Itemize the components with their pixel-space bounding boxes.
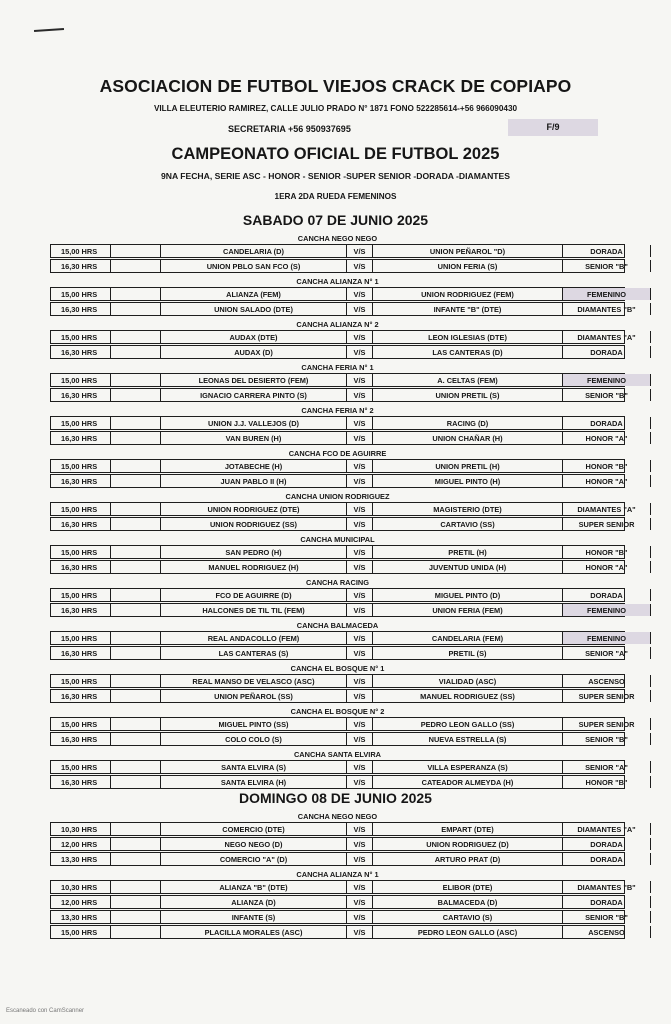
blank-cell [111,776,161,788]
away-team: UNION CHAÑAR (H) [373,432,563,444]
home-team: ALIANZA (FEM) [161,288,347,300]
match-row [50,925,625,939]
match-time: 16,30 HRS [51,432,111,444]
result-cell [651,288,671,300]
match-row [50,603,625,617]
home-team: FCO DE AGUIRRE (D) [161,589,347,601]
versus-label: V/S [347,675,373,687]
result-cell [651,374,671,386]
home-team: JUAN PABLO II (H) [161,475,347,487]
match-time: 15,00 HRS [51,632,111,644]
blank-cell [111,245,161,257]
match-row [50,373,625,387]
category-label: HONOR "A" [563,561,651,573]
versus-label: V/S [347,733,373,745]
match-row [50,560,628,574]
result-cell [651,518,671,530]
match-time: 15,00 HRS [51,245,111,257]
blank-cell [111,589,161,601]
away-team: UNION PRETIL (H) [373,460,563,472]
blank-cell [111,518,161,530]
venue-name: CANCHA EL BOSQUE N° 1 [290,664,385,673]
venue-name: CANCHA FCO DE AGUIRRE [288,449,387,458]
away-team: UNION RODRIGUEZ (FEM) [373,288,563,300]
result-cell [651,561,671,573]
match-row [50,545,628,559]
blank-cell [111,911,161,923]
category-label: HONOR "B" [563,776,651,788]
category-label: SENIOR "A" [563,761,651,773]
venue-name: CANCHA ALIANZA N° 1 [296,277,379,286]
versus-label: V/S [347,288,373,300]
result-cell [651,926,671,938]
match-time: 13,30 HRS [51,911,111,923]
match-time: 16,30 HRS [51,475,111,487]
blank-cell [111,260,161,272]
versus-label: V/S [347,432,373,444]
home-team: UNION J.J. VALLEJOS (D) [161,417,347,429]
versus-label: V/S [347,460,373,472]
versus-label: V/S [347,417,373,429]
away-team: A. CELTAS (FEM) [373,374,563,386]
away-team: PEDRO LEON GALLO (ASC) [373,926,563,938]
away-team: EMPART (DTE) [373,823,563,835]
home-team: REAL ANDACOLLO (FEM) [161,632,347,644]
match-row [50,502,636,516]
home-team: LAS CANTERAS (S) [161,647,347,659]
away-team: UNION FERIA (S) [373,260,563,272]
away-team: INFANTE "B" (DTE) [373,303,563,315]
category-label: SENIOR "B" [563,911,651,923]
home-team: VAN BUREN (H) [161,432,347,444]
match-row [50,674,625,688]
home-team: UNION RODRIGUEZ (DTE) [161,503,347,515]
blank-cell [111,303,161,315]
blank-cell [111,331,161,343]
championship-title: CAMPEONATO OFICIAL DE FUTBOL 2025 [171,145,500,163]
versus-label: V/S [347,589,373,601]
versus-label: V/S [347,503,373,515]
match-time: 10,30 HRS [51,881,111,893]
match-time: 15,00 HRS [51,926,111,938]
away-team: CATEADOR ALMEYDA (H) [373,776,563,788]
home-team: SAN PEDRO (H) [161,546,347,558]
result-cell [651,589,671,601]
match-time: 12,00 HRS [51,896,111,908]
away-team: RACING (D) [373,417,563,429]
category-label: DORADA [563,853,651,865]
category-label: SUPER SENIOR [563,690,651,702]
result-cell [651,881,671,893]
match-row [50,302,636,316]
match-row [50,416,625,430]
home-team: NEGO NEGO (D) [161,838,347,850]
category-label: DORADA [563,589,651,601]
match-row [50,910,628,924]
result-cell [651,838,671,850]
match-row [50,837,625,851]
versus-label: V/S [347,896,373,908]
match-row [50,880,636,894]
home-team: JOTABECHE (H) [161,460,347,472]
category-label: FEMENINO [563,374,651,386]
match-time: 16,30 HRS [51,604,111,616]
result-cell [651,503,671,515]
away-team: VILLA ESPERANZA (S) [373,761,563,773]
venue-name: CANCHA UNION RODRIGUEZ [285,492,390,501]
match-time: 16,30 HRS [51,303,111,315]
match-row [50,631,625,645]
versus-label: V/S [347,853,373,865]
home-team: COMERCIO (DTE) [161,823,347,835]
versus-label: V/S [347,911,373,923]
result-cell [651,389,671,401]
match-time: 15,00 HRS [51,503,111,515]
away-team: UNION RODRIGUEZ (D) [373,838,563,850]
away-team: VIALIDAD (ASC) [373,675,563,687]
home-team: UNION PBLO SAN FCO (S) [161,260,347,272]
category-label: FEMENINO [563,288,651,300]
home-team: COMERCIO "A" (D) [161,853,347,865]
category-label: DORADA [563,838,651,850]
result-cell [651,546,671,558]
versus-label: V/S [347,303,373,315]
category-label: SUPER SENIOR [563,518,651,530]
category-label: DORADA [563,896,651,908]
scanner-footer: Escaneado con CamScanner [6,1008,85,1014]
match-time: 15,00 HRS [51,718,111,730]
blank-cell [111,838,161,850]
venue-name: CANCHA EL BOSQUE N° 2 [290,707,385,716]
away-team: ARTURO PRAT (D) [373,853,563,865]
blank-cell [111,460,161,472]
blank-cell [111,733,161,745]
match-time: 16,30 HRS [51,647,111,659]
blank-cell [111,823,161,835]
match-time: 15,00 HRS [51,374,111,386]
result-cell [651,853,671,865]
home-team: ALIANZA "B" (DTE) [161,881,347,893]
result-cell [651,823,671,835]
category-label: DIAMANTES "B" [563,881,651,893]
match-time: 15,00 HRS [51,675,111,687]
away-team: MIGUEL PINTO (D) [373,589,563,601]
blank-cell [111,546,161,558]
match-time: 15,00 HRS [51,331,111,343]
result-cell [651,733,671,745]
away-team: UNION PEÑAROL "D) [373,245,563,257]
match-row [50,259,628,273]
category-label: DORADA [563,346,651,358]
blank-cell [111,288,161,300]
result-cell [651,331,671,343]
versus-label: V/S [347,761,373,773]
category-label: SENIOR "A" [563,647,651,659]
match-time: 16,30 HRS [51,260,111,272]
away-team: LEON IGLESIAS (DTE) [373,331,563,343]
match-time: 13,30 HRS [51,853,111,865]
blank-cell [111,690,161,702]
match-row [50,822,636,836]
versus-label: V/S [347,561,373,573]
venue-name: CANCHA NEGO NEGO [297,812,378,821]
category-label: SENIOR "B" [563,260,651,272]
match-time: 10,30 HRS [51,823,111,835]
category-label: SENIOR "B" [563,733,651,745]
category-label: ASCENSO [563,926,651,938]
match-time: 15,00 HRS [51,761,111,773]
category-label: FEMENINO [563,632,651,644]
blank-cell [111,761,161,773]
result-cell [651,260,671,272]
versus-label: V/S [347,718,373,730]
away-team: MANUEL RODRIGUEZ (SS) [373,690,563,702]
venue-name: CANCHA SANTA ELVIRA [293,750,382,759]
venue-name: CANCHA ALIANZA N° 1 [296,870,379,879]
match-row [50,459,628,473]
versus-label: V/S [347,690,373,702]
blank-cell [111,346,161,358]
blank-cell [111,475,161,487]
versus-label: V/S [347,374,373,386]
venue-name: CANCHA FERIA N° 2 [301,406,374,415]
away-team: LAS CANTERAS (D) [373,346,563,358]
match-time: 15,00 HRS [51,589,111,601]
match-time: 15,00 HRS [51,417,111,429]
versus-label: V/S [347,647,373,659]
venue-name: CANCHA FERIA N° 1 [301,363,374,372]
versus-label: V/S [347,331,373,343]
away-team: UNION FERIA (FEM) [373,604,563,616]
home-team: REAL MANSO DE VELASCO (ASC) [161,675,347,687]
result-cell [651,675,671,687]
away-team: JUVENTUD UNIDA (H) [373,561,563,573]
blank-cell [111,432,161,444]
category-label: FEMENINO [563,604,651,616]
result-cell [651,346,671,358]
home-team: PLACILLA MORALES (ASC) [161,926,347,938]
blank-cell [111,926,161,938]
away-team: PEDRO LEON GALLO (SS) [373,718,563,730]
home-team: SANTA ELVIRA (S) [161,761,347,773]
category-label: DORADA [563,245,651,257]
home-team: HALCONES DE TIL TIL (FEM) [161,604,347,616]
versus-label: V/S [347,475,373,487]
result-cell [651,303,671,315]
match-time: 16,30 HRS [51,690,111,702]
result-cell [651,432,671,444]
match-time: 16,30 HRS [51,346,111,358]
match-row [50,287,625,301]
versus-label: V/S [347,881,373,893]
category-label: HONOR "B" [563,460,651,472]
versus-label: V/S [347,776,373,788]
blank-cell [111,896,161,908]
venue-name: CANCHA ALIANZA N° 2 [296,320,379,329]
result-cell [651,718,671,730]
home-team: UNION SALADO (DTE) [161,303,347,315]
versus-label: V/S [347,604,373,616]
result-cell [651,632,671,644]
match-row [50,775,628,789]
round-subtitle: 9NA FECHA, SERIE ASC - HONOR - SENIOR -SUPER SENIOR -DORADA -DIAMANTES [160,171,511,181]
match-time: 16,30 HRS [51,561,111,573]
match-row [50,431,628,445]
match-time: 15,00 HRS [51,460,111,472]
result-cell [651,690,671,702]
away-team: BALMACEDA (D) [373,896,563,908]
away-team: PRETIL (S) [373,647,563,659]
away-team: CANDELARIA (FEM) [373,632,563,644]
match-row [50,646,628,660]
versus-label: V/S [347,346,373,358]
category-label: HONOR "A" [563,475,651,487]
match-row [50,689,635,703]
result-cell [651,245,671,257]
match-row [50,474,628,488]
versus-label: V/S [347,632,373,644]
home-team: LEONAS DEL DESIERTO (FEM) [161,374,347,386]
home-team: INFANTE (S) [161,911,347,923]
result-cell [651,911,671,923]
match-row [50,388,628,402]
blank-cell [111,718,161,730]
versus-label: V/S [347,389,373,401]
blank-cell [111,853,161,865]
away-team: UNION PRETIL (S) [373,389,563,401]
match-time: 15,00 HRS [51,546,111,558]
home-team: MIGUEL PINTO (SS) [161,718,347,730]
match-time: 16,30 HRS [51,776,111,788]
home-team: UNION RODRIGUEZ (SS) [161,518,347,530]
versus-label: V/S [347,926,373,938]
match-time: 15,00 HRS [51,288,111,300]
match-row [50,732,628,746]
match-time: 16,30 HRS [51,733,111,745]
versus-label: V/S [347,838,373,850]
home-team: SANTA ELVIRA (H) [161,776,347,788]
category-label: DORADA [563,417,651,429]
away-team: NUEVA ESTRELLA (S) [373,733,563,745]
away-team: ELIBOR (DTE) [373,881,563,893]
match-row [50,895,625,909]
home-team: IGNACIO CARRERA PINTO (S) [161,389,347,401]
round-subtitle-2: 1ERA 2DA RUEDA FEMENINOS [274,192,397,201]
result-cell [651,647,671,659]
venue-name: CANCHA NEGO NEGO [297,234,378,243]
away-team: MAGISTERIO (DTE) [373,503,563,515]
home-team: ALIANZA (D) [161,896,347,908]
home-team: UNION PEÑAROL (SS) [161,690,347,702]
home-team: CANDELARIA (D) [161,245,347,257]
match-row [50,330,636,344]
venue-name: CANCHA MUNICIPAL [300,535,375,544]
blank-cell [111,647,161,659]
match-row [50,852,625,866]
away-team: CARTAVIO (S) [373,911,563,923]
away-team: MIGUEL PINTO (H) [373,475,563,487]
versus-label: V/S [347,518,373,530]
match-row [50,760,628,774]
blank-cell [111,675,161,687]
page-badge: F/9 [508,119,598,136]
blank-cell [111,881,161,893]
category-label: SENIOR "B" [563,389,651,401]
category-label: ASCENSO [563,675,651,687]
secretaria-line: SECRETARIA +56 950937695 [228,124,351,134]
category-label: HONOR "A" [563,432,651,444]
result-cell [651,475,671,487]
versus-label: V/S [347,245,373,257]
match-time: 12,00 HRS [51,838,111,850]
match-time: 16,30 HRS [51,518,111,530]
versus-label: V/S [347,823,373,835]
result-cell [651,604,671,616]
versus-label: V/S [347,260,373,272]
venue-name: CANCHA RACING [306,578,369,587]
category-label: DIAMANTES "A" [563,503,651,515]
venue-name: CANCHA BALMACEDA [296,621,379,630]
blank-cell [111,561,161,573]
result-cell [651,460,671,472]
home-team: COLO COLO (S) [161,733,347,745]
blank-cell [111,503,161,515]
result-cell [651,761,671,773]
match-row [50,588,625,602]
home-team: MANUEL RODRIGUEZ (H) [161,561,347,573]
category-label: HONOR "B" [563,546,651,558]
blank-cell [111,374,161,386]
home-team: AUDAX (DTE) [161,331,347,343]
blank-cell [111,389,161,401]
scan-pen-mark [34,28,64,32]
day-title: DOMINGO 08 DE JUNIO 2025 [239,790,432,806]
blank-cell [111,417,161,429]
match-time: 16,30 HRS [51,389,111,401]
day-title: SABADO 07 DE JUNIO 2025 [242,212,429,228]
result-cell [651,776,671,788]
match-row [50,244,625,258]
category-label: DIAMANTES "A" [563,331,651,343]
home-team: AUDAX (D) [161,346,347,358]
match-row [50,345,625,359]
versus-label: V/S [347,546,373,558]
result-cell [651,417,671,429]
blank-cell [111,604,161,616]
result-cell [651,896,671,908]
org-name: ASOCIACION DE FUTBOL VIEJOS CRACK DE COPIAPO [99,76,572,96]
category-label: SUPER SENIOR [563,718,651,730]
match-row [50,717,635,731]
category-label: DIAMANTES "B" [563,303,651,315]
category-label: DIAMANTES "A" [563,823,651,835]
org-address: VILLA ELEUTERIO RAMIREZ, CALLE JULIO PRADO N° 1871 FONO 522285614-+56 966090430 [153,104,518,113]
away-team: CARTAVIO (SS) [373,518,563,530]
away-team: PRETIL (H) [373,546,563,558]
blank-cell [111,632,161,644]
match-row [50,517,635,531]
